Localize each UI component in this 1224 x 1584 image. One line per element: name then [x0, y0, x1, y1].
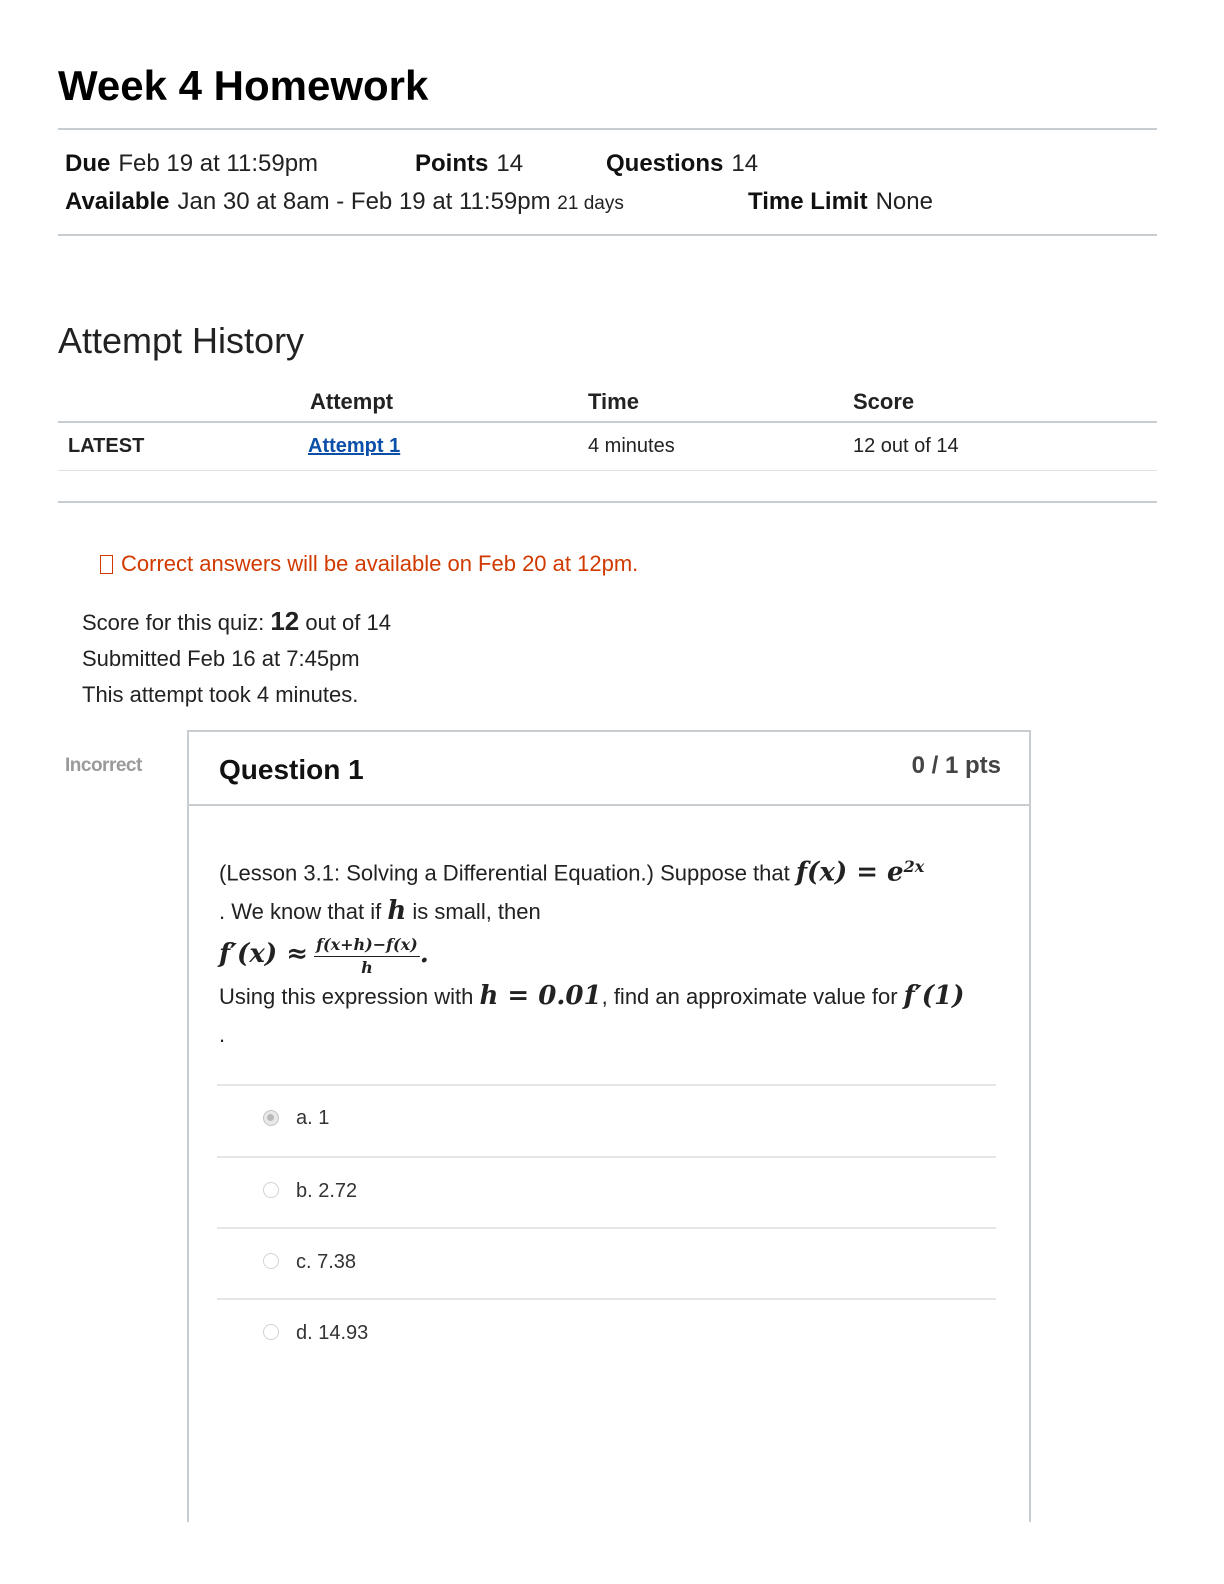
questions-info: Questions 14 — [606, 150, 759, 177]
answer-b-label[interactable]: b. 2.72 — [296, 1180, 358, 1202]
available-info: Available Jan 30 at 8am - Feb 19 at 11:59pm 21 days — [65, 188, 624, 215]
page-title: Week 4 Homework — [58, 62, 429, 109]
question-header — [189, 732, 1029, 806]
attempt-score: 12 out of 14 — [853, 435, 959, 457]
column-header-time: Time — [588, 389, 639, 414]
table-row-divider — [58, 470, 1157, 471]
question-line-4: Using this expression with h = 0.01, find an approximate value for f′(1) — [219, 981, 965, 1012]
divider — [58, 501, 1157, 503]
answer-c-radio[interactable] — [263, 1253, 279, 1269]
answer-a-radio[interactable] — [263, 1110, 279, 1126]
attempt-time: 4 minutes — [588, 435, 675, 457]
question-title: Question 1 — [219, 754, 364, 785]
answer-d-label[interactable]: d. 14.93 — [296, 1322, 369, 1344]
attempt-duration: This attempt took 4 minutes. — [82, 682, 359, 707]
info-icon — [100, 555, 113, 574]
question-points: 0 / 1 pts — [911, 752, 1001, 779]
answer-b-radio[interactable] — [263, 1182, 279, 1198]
answer-a-label[interactable]: a. 1 — [296, 1107, 330, 1129]
answer-divider — [217, 1227, 996, 1229]
incorrect-tag: Incorrect — [65, 755, 142, 776]
attempt-history-heading: Attempt History — [58, 320, 305, 361]
question-line-1: (Lesson 3.1: Solving a Differential Equation.) Suppose that $f(x) = e^{2x}$ — [219, 857, 925, 888]
divider — [58, 128, 1157, 130]
column-header-attempt: Attempt — [310, 389, 394, 414]
answer-c-label[interactable]: c. 7.38 — [296, 1251, 357, 1273]
divider — [58, 234, 1157, 236]
fraction: $\frac{f(x+h)-f(x)}{h}$ — [316, 935, 418, 978]
table-header-divider — [58, 421, 1157, 423]
question-text — [219, 848, 999, 1054]
question-line-5: . — [219, 1022, 226, 1048]
answer-divider — [217, 1298, 996, 1300]
attempt-1-link[interactable]: Attempt 1 — [308, 435, 401, 457]
due-info: Due Feb 19 at 11:59pm — [65, 150, 319, 177]
answer-divider — [217, 1156, 996, 1158]
answer-divider — [217, 1084, 996, 1086]
column-header-score: Score — [853, 389, 915, 414]
points-info: Points 14 — [415, 150, 524, 177]
time-limit-info: Time Limit None — [748, 188, 933, 215]
submitted-time: Submitted Feb 16 at 7:45pm — [82, 646, 360, 671]
question-line-2: . We know that if h is small, then — [219, 896, 541, 927]
latest-label: LATEST — [68, 435, 145, 457]
correct-answers-notice: Correct answers will be available on Feb 20 at 12pm. — [100, 551, 638, 577]
quiz-score: Score for this quiz: 12 out of 14 — [82, 606, 391, 636]
question-formula: f′(x) ≈ $\frac{f(x+h)-f(x)}{h}$ . — [219, 935, 429, 978]
answer-d-radio[interactable] — [263, 1324, 279, 1340]
